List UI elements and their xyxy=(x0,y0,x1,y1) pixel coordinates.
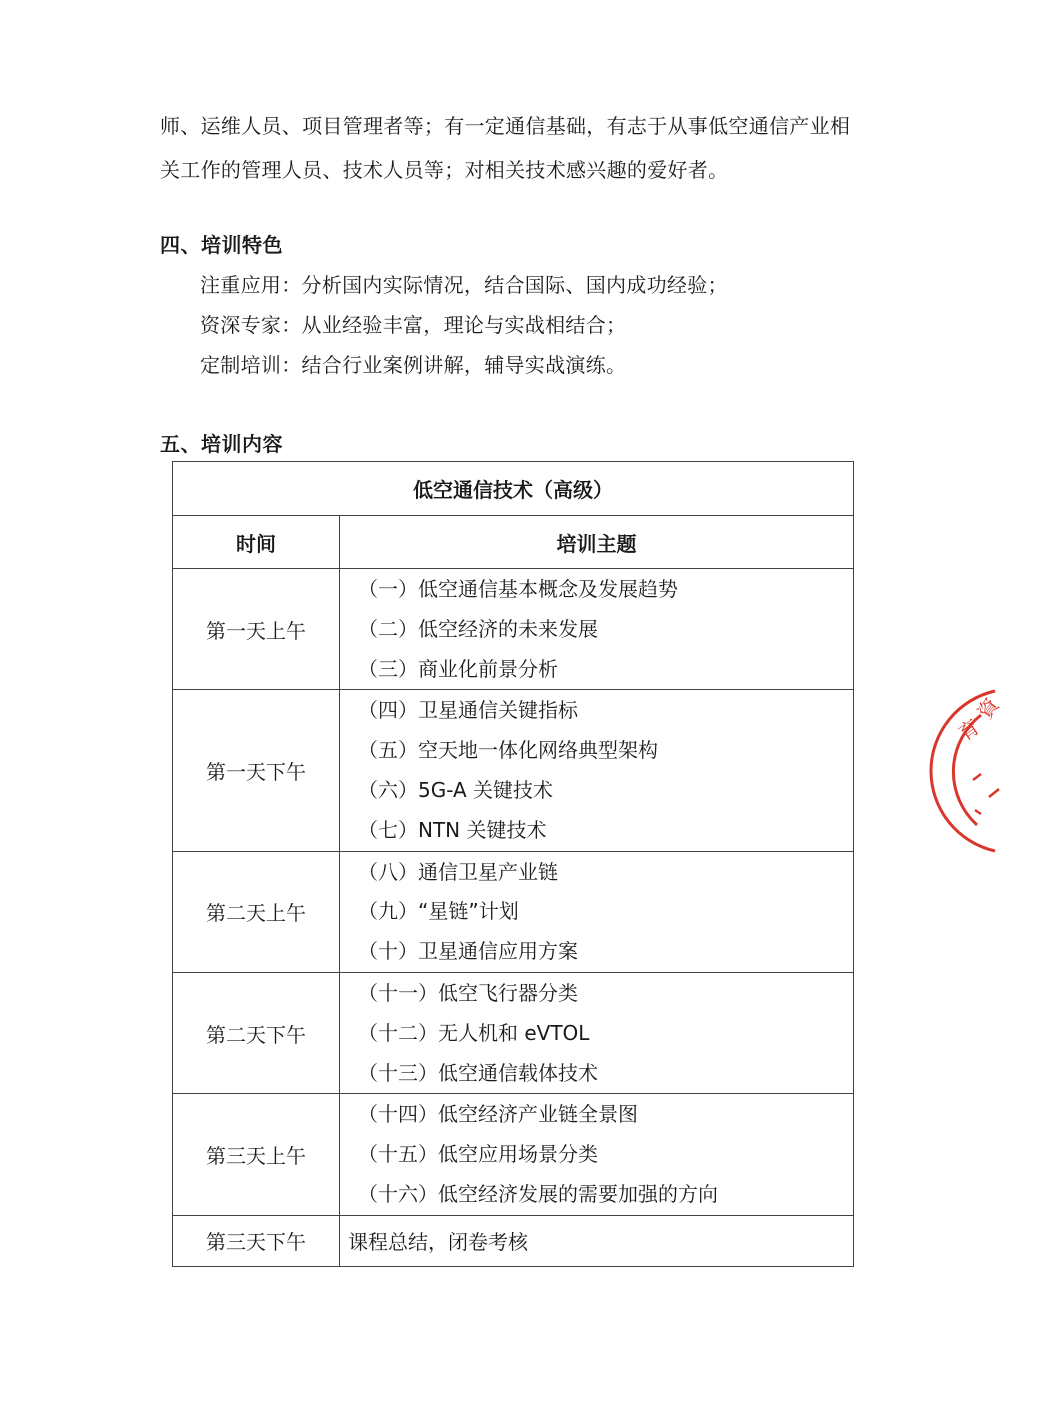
session-topics xyxy=(340,972,854,1093)
session-time: 第一天下午 xyxy=(173,690,340,851)
session-topics xyxy=(340,569,854,690)
topic-item: （八）通信卫星产业链 xyxy=(358,859,558,884)
section-4-heading: 四、培训特色 xyxy=(160,233,283,257)
session-topics xyxy=(340,1094,854,1215)
session-time: 第一天上午 xyxy=(173,569,340,690)
topic-item: （三）商业化前景分析 xyxy=(358,656,558,681)
topic-item: （六）5G-A 关键技术 xyxy=(358,777,554,802)
topic-item: （十）卫星通信应用方案 xyxy=(358,939,578,964)
session-time: 第二天下午 xyxy=(173,972,340,1093)
session-topics xyxy=(340,851,854,972)
session-row xyxy=(173,851,854,972)
topic-item: （七）NTN 关键技术 xyxy=(358,817,547,842)
topic-column-header: 培训主题 xyxy=(340,516,854,569)
topic-item: （十五）低空应用场景分类 xyxy=(358,1142,598,1167)
topic-item: 课程总结，闭卷考核 xyxy=(348,1230,528,1255)
session-topics xyxy=(340,1215,854,1266)
topic-item: （一）低空通信基本概念及发展趋势 xyxy=(358,577,678,601)
intro-line-2: 关工作的管理人员、技术人员等；对相关技术感兴趣的爱好者。 xyxy=(160,158,729,182)
topic-item: （十二）无人机和 eVTOL xyxy=(358,1020,590,1045)
course-table xyxy=(172,461,854,1267)
session-time: 第三天下午 xyxy=(173,1215,340,1266)
session-topics xyxy=(340,690,854,851)
topic-item: （十六）低空经济发展的需要加强的方向 xyxy=(358,1181,718,1206)
topic-item: （十四）低空经济产业链全景图 xyxy=(358,1102,638,1127)
session-row xyxy=(173,1215,854,1266)
feature-item-1: 注重应用：分析国内实际情况，结合国际、国内成功经验； xyxy=(200,273,728,297)
seal-stamp-icon xyxy=(955,685,1045,855)
svg-text:資: 資 xyxy=(972,693,1004,724)
topic-item: （二）低空经济的未来发展 xyxy=(358,616,598,641)
session-time: 第二天上午 xyxy=(173,851,340,972)
feature-item-3: 定制培训：结合行业案例讲解，辅导实战演练。 xyxy=(200,353,627,377)
session-time: 第三天上午 xyxy=(173,1094,340,1215)
topic-item: （十三）低空通信载体技术 xyxy=(358,1060,598,1085)
topic-item: （十一）低空飞行器分类 xyxy=(358,980,578,1005)
session-row xyxy=(173,569,854,690)
time-column-header: 时间 xyxy=(173,516,340,569)
session-row xyxy=(173,690,854,851)
intro-line-1: 师、运维人员、项目管理者等；有一定通信基础，有志于从事低空通信产业相 xyxy=(160,114,851,138)
session-row xyxy=(173,972,854,1093)
section-5-heading: 五、培训内容 xyxy=(160,432,283,456)
course-title: 低空通信技术（高级） xyxy=(173,462,854,516)
feature-item-2: 资深专家：从业经验丰富，理论与实战相结合； xyxy=(200,313,627,337)
topic-item: （四）卫星通信关键指标 xyxy=(358,698,578,723)
svg-text:育: 育 xyxy=(953,714,985,746)
topic-item: （九）“星链”计划 xyxy=(358,899,519,924)
topic-item: （五）空天地一体化网络典型架构 xyxy=(358,738,658,763)
intro-paragraph xyxy=(160,104,860,192)
session-row xyxy=(173,1094,854,1215)
